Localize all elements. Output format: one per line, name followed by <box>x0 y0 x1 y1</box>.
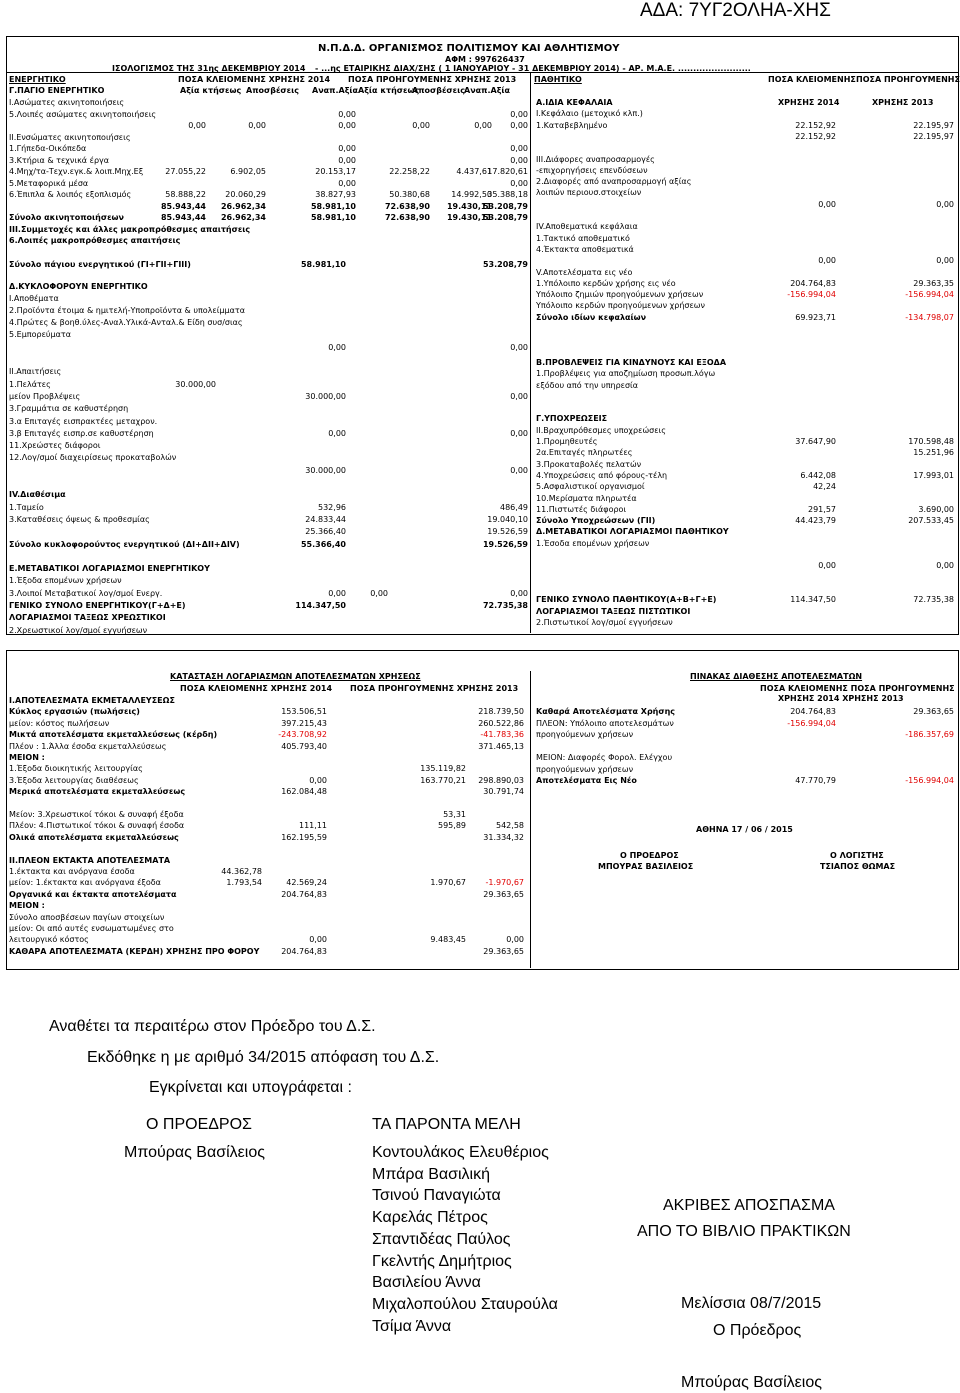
sub-col-header: Αξία κτήσεως <box>180 86 242 95</box>
current-assets-title: Δ.ΚΥΚΛΟΦΟΡΟΥΝ ΕΝΕΡΓΗΤΙΚΟ <box>9 281 148 291</box>
liab-col-previous: ΠΟΣΑ ΠΡΟΗΓΟΥΜΕΝΗΣ <box>856 75 960 84</box>
dist-row-label: ΜΕΙΟΝ: Διαφορές Φορολ. Ελέγχου <box>536 753 673 762</box>
liability-current: 0,00 <box>818 199 836 209</box>
member-name: Βασιλείου Άννα <box>372 1274 481 1292</box>
liability-row-label: 2α.Επιταγές πληρωτέες <box>536 448 633 458</box>
pl-row-value: 542,58 <box>496 821 524 831</box>
liability-row-label: 4.Υποχρεώσεις από φόρους-τέλη <box>536 470 668 480</box>
liability-previous: 17.993,01 <box>913 470 954 480</box>
pl-row-value: 0,00 <box>309 775 327 785</box>
current-asset-current: 30.000,00 <box>305 391 346 401</box>
pl-col-current: ΠΟΣΑ ΚΛΕΙΟΜΕΝΗΣ ΧΡΗΣΗΣ 2014 <box>180 684 333 693</box>
liability-row-label: Σύνολο ιδίων κεφαλαίων <box>536 312 647 322</box>
liab-year-current: ΧΡΗΣΗΣ 2014 <box>778 98 840 107</box>
liab-col-current: ΠΟΣΑ ΚΛΕΙΟΜΕΝΗΣ <box>768 75 856 84</box>
current-asset-label: 2.Χρεωστικοί λογ/σμοί εγγυήσεων <box>9 625 148 635</box>
current-asset-label: ΛΟΓΑΡΙΑΣΜΟΙ ΤΑΞΕΩΣ ΧΡΕΩΣΤΙΚΟΙ <box>9 613 166 623</box>
asset-row-value: 26.962,34 <box>220 201 266 211</box>
liability-row-label: 1.Έσοδα επομένων χρήσεων <box>536 538 650 548</box>
liability-row-label: Β.ΠΡΟΒΛΕΨΕΙΣ ΓΙΑ ΚΙΝΔΥΝΟΥΣ ΚΑΙ ΕΞΟΔΑ <box>536 357 727 367</box>
liability-row-label: V.Αποτελέσματα εις νέο <box>536 267 633 277</box>
dist-previous: -186.357,69 <box>905 730 954 739</box>
liability-previous: 72.735,38 <box>913 595 954 605</box>
copy-line1: ΑΚΡΙΒΕΣ ΑΠΟΣΠΑΣΜΑ <box>663 1197 835 1214</box>
pl-row-label: λειτουργικό κόστος <box>9 935 89 945</box>
asset-row-value: 14.992,50 <box>451 190 492 199</box>
liability-row-label: 1.Προβλέψεις για αποζημίωση προσωπ.λόγω <box>536 369 716 379</box>
fixed-total-previous: 53.208,79 <box>482 259 528 269</box>
asset-row-value: 26.962,34 <box>220 213 266 222</box>
liability-previous: 0,00 <box>936 256 954 266</box>
asset-row-value: 53.208,79 <box>482 213 528 222</box>
current-asset-current: 55.366,40 <box>300 539 346 549</box>
current-asset-label: 4.Πρώτες & βοηθ.ύλες-Αναλ.Υλικά-Ανταλ.& Είδη συσ/σιας <box>9 318 243 328</box>
pl-row-value: -41.783,36 <box>480 730 524 740</box>
dist-row-label: προηγούμενων χρήσεων <box>536 764 634 774</box>
pl-row-value: 153.506,51 <box>281 707 327 717</box>
pl-row-value: 162.195,59 <box>281 832 327 842</box>
current-asset-label: 3.β Επιταγές εισπρ.σε καθυστέρηση <box>9 428 154 438</box>
pl-row-label: Μικτά αποτελέσματα εκμεταλλεύσεως (κέρδη) <box>9 730 218 740</box>
dist-current: 47.770,79 <box>795 776 836 785</box>
current-asset-previous: 0,00 <box>510 391 528 401</box>
liability-row-label: Α.ΙΔΙΑ ΚΕΦΑΛΑΙΑ <box>536 98 613 107</box>
divider <box>530 72 531 633</box>
current-asset-previous: 486,49 <box>500 502 528 512</box>
current-asset-label: 12.Λογ/σμοί διαχειρίσεως προκαταβολών <box>9 453 177 463</box>
pl-row-label: ΚΑΘΑΡΑ ΑΠΟΤΕΛΕΣΜΑΤΑ (ΚΕΡΔΗ) ΧΡΗΣΗΣ ΠΡΟ ΦΟΡΟΥ <box>9 946 260 956</box>
current-asset-current: 0,00 <box>328 588 346 598</box>
asset-row-value: 0,00 <box>474 121 492 130</box>
current-asset-current: 24.833,44 <box>305 514 346 524</box>
liability-previous: -134.798,07 <box>905 312 954 322</box>
liability-current: 37.647,90 <box>795 437 836 446</box>
current-asset-current: 25.366,40 <box>305 527 346 537</box>
pl-row-value: 371.465,13 <box>478 741 524 751</box>
pl-row-value: 42.569,24 <box>286 878 327 888</box>
asset-row-label: 1.Γήπεδα-Οικόπεδα <box>9 144 87 153</box>
pl-row-label: Ι.ΑΠΟΤΕΛΕΣΜΑΤΑ ΕΚΜΕΤΑΛΛΕΥΣΕΩΣ <box>9 696 175 705</box>
dist-president-name: ΜΠΟΥΡΑΣ ΒΑΣΙΛΕΙΟΣ <box>598 862 694 871</box>
current-asset-current: 0,00 <box>328 342 346 352</box>
liability-previous: 170.598,48 <box>908 437 954 446</box>
members-title: ΤΑ ΠΑΡΟΝΤΑ ΜΕΛΗ <box>372 1116 521 1133</box>
liability-row-label: ΙV.Αποθεματικά κεφάλαια <box>536 222 638 232</box>
dist-accountant-title: Ο ΛΟΓΙΣΤΗΣ <box>830 851 884 860</box>
liability-row-label: Σύνολο Υποχρεώσεων (ΓΙΙ) <box>536 516 656 526</box>
member-name: Καρελάς Πέτρος <box>372 1209 488 1227</box>
fixed-total-label: Σύνολο πάγιου ενεργητικού (ΓΙ+ΓΙΙ+ΓΙΙΙ) <box>9 259 191 269</box>
asset-row-value: 0,00 <box>248 121 266 130</box>
member-name: Μπάρα Βασιλική <box>372 1165 490 1183</box>
asset-row-label: Ι.Ασώματες ακινητοποιήσεις <box>9 98 125 107</box>
liability-row-label: εξόδου από την υπηρεσία <box>536 380 639 390</box>
pl-row-value: 111,11 <box>299 821 327 831</box>
asset-row-value: 53.208,79 <box>482 201 528 211</box>
asset-row-value: 72.638,90 <box>384 213 430 222</box>
asset-row-value: 0,00 <box>510 109 528 119</box>
asset-row-value: 0,00 <box>510 121 528 130</box>
current-asset-label: 2.Προϊόντα έτοιμα & ημιτελή-Υποπροϊόντα & υπολείμματα <box>9 305 245 315</box>
asset-row-value: 38.827,93 <box>315 190 356 199</box>
place-date: ΑΘΗΝΑ 17 / 06 / 2015 <box>696 825 793 834</box>
liability-row-label: Ι.Κεφάλαιο (μετοχικό κλπ.) <box>536 109 643 119</box>
pl-row-value: 31.334,32 <box>483 832 524 842</box>
copy-line2: ΑΠΟ ΤΟ ΒΙΒΛΙΟ ΠΡΑΚΤΙΚΩΝ <box>637 1223 851 1240</box>
current-asset-previous: 72.735,38 <box>482 601 528 610</box>
liability-row-label: ΛΟΓΑΡΙΑΣΜΟΙ ΤΑΞΕΩΣ ΠΙΣΤΩΤΙΚΟΙ <box>536 606 691 616</box>
asset-row-value: 6.902,05 <box>230 167 266 176</box>
sub-col-header: Αναπ.Αξία <box>312 86 359 95</box>
liability-previous: -156.994,04 <box>905 290 954 300</box>
current-asset-current: 532,96 <box>318 502 346 512</box>
asset-row-value: 0,00 <box>338 121 356 130</box>
asset-row-value: 0,00 <box>188 121 206 130</box>
asset-row-value: 4.437,61 <box>456 167 492 176</box>
asset-row-label: ΙΙΙ.Συμμετοχές και άλλες μακροπρόθεσμες απαιτήσεις <box>9 224 251 234</box>
sign-place-date: Μελίσσια 08/7/2015 <box>681 1295 822 1312</box>
footer-line3: Εγκρίνεται και υπογράφεται : <box>149 1079 352 1096</box>
current-asset-label: 3.Λοιποί Μεταβατικοί λογ/σμοί Ενεργ. <box>9 588 163 598</box>
asset-row-label: 6.Έπιπλα & λοιπός εξοπλισμός <box>9 190 132 199</box>
current-asset-label: 3.α Επιταγές εισπρακτέες μεταχρον. <box>9 416 158 426</box>
current-asset-mid: 30.000,00 <box>175 379 216 389</box>
member-name: Τσίμα Άννα <box>372 1317 452 1335</box>
pl-row-value: 30.791,74 <box>483 787 524 797</box>
pl-row-value: 1.970,67 <box>430 878 466 888</box>
sub-col-header: Αποσβέσεις <box>412 86 465 95</box>
current-asset-previous: 0,00 <box>510 342 528 352</box>
divider <box>530 671 531 968</box>
liability-row-label: 1.Προμηθευτές <box>536 437 598 446</box>
asset-row-value: 19.430,11 <box>446 201 492 211</box>
pl-row-label: μείον: Οι από αυτές ενσωματωμένες στο <box>9 924 174 933</box>
pl-row-label: Πλέον: 4.Πιστωτικοί τόκοι & συναφή έσοδα <box>9 821 185 831</box>
current-asset-label: Σύνολο κυκλοφορούντος ενεργητικού (ΔΙ+ΔΙΙ+ΔΙV) <box>9 539 240 549</box>
asset-row-value: 0,00 <box>412 121 430 130</box>
asset-row-value: 17.820,61 <box>487 167 528 176</box>
dist-previous: -156.994,04 <box>905 776 954 785</box>
current-asset-label: Ε.ΜΕΤΑΒΑΤΙΚΟΙ ΛΟΓΑΡΙΑΣΜΟΙ ΕΝΕΡΓΗΤΙΚΟΥ <box>9 564 210 574</box>
asset-row-value: 58.981,10 <box>310 213 356 222</box>
current-asset-previous: 19.526,59 <box>482 539 528 549</box>
sub-col-header: Αποσβέσεις <box>246 86 299 95</box>
liability-row-label: 1.Καταβεβλημένο <box>536 120 608 130</box>
dist-accountant-name: ΤΣΙΑΠΟΣ ΘΩΜΑΣ <box>820 862 896 871</box>
asset-row-value: 0,00 <box>338 144 356 153</box>
asset-row-value: 20.153,17 <box>315 167 356 176</box>
liability-current: 6.442,08 <box>800 470 836 480</box>
liability-current: 0,00 <box>818 256 836 266</box>
dist-current: -156.994,04 <box>787 718 836 728</box>
current-asset-label: 3.Γραμμάτια σε καθυστέρηση <box>9 404 129 414</box>
dist-previous: 29.363,65 <box>913 707 954 716</box>
asset-row-value: 27.055,22 <box>165 167 206 176</box>
liability-row-label: 5.Ασφαλιστικοί οργανισμοί <box>536 482 645 492</box>
afm: ΑΦΜ : 997626437 <box>445 55 525 64</box>
dist-president-title: Ο ΠΡΟΕΔΡΟΣ <box>620 851 679 860</box>
current-asset-label: 11.Χρεώστες διάφοροι <box>9 441 101 451</box>
pl-row-label: Πλέον : 1.Άλλα έσοδα εκμεταλλεύσεως <box>9 741 167 751</box>
liability-current: 114.347,50 <box>790 595 836 605</box>
liability-previous: 207.533,45 <box>908 516 954 526</box>
pl-row-label: Σύνολο αποσβέσεων παγίων στοιχείων <box>9 912 165 922</box>
asset-row-label: Σύνολο ακινητοποιήσεων <box>9 213 124 222</box>
current-asset-label: ΙΙ.Απαιτήσεις <box>9 367 62 377</box>
current-asset-label: ΓΕΝΙΚΟ ΣΥΝΟΛΟ ΕΝΕΡΓΗΤΙΚΟΥ(Γ+Δ+Ε) <box>9 601 186 610</box>
pl-row-label: ΙΙ.ΠΛΕΟΝ ΕΚΤΑΚΤΑ ΑΠΟΤΕΛΕΣΜΑΤΑ <box>9 855 171 865</box>
current-asset-previous: 0,00 <box>510 588 528 598</box>
liability-previous: 3.690,00 <box>918 504 954 514</box>
pl-row-value: 260.522,86 <box>478 718 524 728</box>
pl-row-value: 135.119,82 <box>420 764 466 774</box>
asset-row-value: 19.430,11 <box>446 213 492 222</box>
current-asset-label: 1.Έξοδα επομένων χρήσεων <box>9 576 122 586</box>
liability-previous: 22.195,97 <box>913 120 954 130</box>
misc-zero: 0,00 <box>370 588 388 598</box>
current-asset-previous: 19.040,10 <box>487 514 528 524</box>
pl-row-label: 1.έκτακτα και ανόργανα έσοδα <box>9 867 135 876</box>
asset-row-value: 58.888,22 <box>165 190 206 199</box>
current-asset-label: 3.Καταθέσεις όψεως & προθεσμίας <box>9 514 150 524</box>
current-asset-current: 30.000,00 <box>305 465 346 475</box>
pl-row-value: 1.793,54 <box>226 878 262 888</box>
pl-row-value: 0,00 <box>506 935 524 945</box>
pl-row-value: 204.764,83 <box>281 946 327 956</box>
dist-row-label: Καθαρά Αποτελέσματα Χρήσης <box>536 707 676 716</box>
pl-row-value: 163.770,21 <box>420 775 466 785</box>
pl-col-previous: ΠΟΣΑ ΠΡΟΗΓΟΥΜΕΝΗΣ ΧΡΗΣΗΣ 2013 <box>350 684 519 693</box>
pl-row-value: 44.362,78 <box>221 867 262 876</box>
liability-row-label: Γ.ΥΠΟΧΡΕΩΣΕΙΣ <box>536 414 608 424</box>
member-name: Γκελντής Δημήτριος <box>372 1252 512 1270</box>
current-asset-label: 1.Πελάτες <box>9 379 51 389</box>
dist-row-label: ΠΛΕΟΝ: Υπόλοιπο αποτελεσμάτων <box>536 718 674 728</box>
liability-row-label: λοιπών περιουσ.στοιχείων <box>536 188 642 198</box>
liability-row-label: -επιχορηγήσεις επενδύσεων <box>536 165 648 175</box>
liability-current: 22.152,92 <box>795 131 836 141</box>
liability-row-label: Υπόλοιπο ζημιών προηγούμενων χρήσεων <box>536 290 704 300</box>
liability-row-label: 3.Προκαταβολές πελατών <box>536 459 642 469</box>
pl-row-label: Κύκλος εργασιών (πωλήσεις) <box>9 707 140 717</box>
current-asset-previous: 19.526,59 <box>487 527 528 537</box>
asset-row-value: 22.258,22 <box>389 167 430 176</box>
liability-current: 291,57 <box>808 504 836 514</box>
assets-title: ΕΝΕΡΓΗΤΙΚΟ <box>9 75 66 84</box>
member-name: Σπαντιδέας Παύλος <box>372 1230 511 1248</box>
president-title: Ο ΠΡΟΕΔΡΟΣ <box>146 1116 252 1133</box>
fixed-assets-title: Γ.ΠΑΓΙΟ ΕΝΕΡΓΗΤΙΚΟ <box>9 86 105 95</box>
liability-previous: 15.251,96 <box>913 448 954 458</box>
asset-row-label: 6.Λοιπές μακροπρόθεσμες απαιτήσεις <box>9 236 181 245</box>
liability-current: -156.994,04 <box>787 290 836 300</box>
liability-row-label: 1.Τακτικό αποθεματικό <box>536 233 630 243</box>
pl-row-label: μείον: 1.έκτακτα και ανόργανα έξοδα <box>9 878 161 888</box>
period: - ...ης ΕΤΑΙΡΙΚΗΣ ΔΙΑΧ/ΣΗΣ ( 1 ΙΑΝΟΥΑΡΙΟΥ - 31 ΔΕΚΕΜΒΡΙΟΥ 2014) - ΑΡ. Μ.Α.Ε. ........................ <box>315 64 751 73</box>
org-title: Ν.Π.Δ.Δ. ΟΡΓΑΝΙΣΜΟΣ ΠΟΛΙΤΙΣΜΟΥ ΚΑΙ ΑΘΛΗΤΙΣΜΟΥ <box>318 43 620 54</box>
pl-title: ΚΑΤΑΣΤΑΣΗ ΛΟΓΑΡΙΑΣΜΩΝ ΑΠΟΤΕΛΕΣΜΑΤΩΝ ΧΡΗΣΕΩΣ <box>170 672 421 681</box>
liability-row-label: 2.Διαφορές από αναπροσαρμογή αξίας <box>536 177 692 187</box>
member-name: Μιχαλοπούλου Σταυρούλα <box>372 1295 558 1313</box>
liability-previous: 0,00 <box>936 561 954 571</box>
pl-row-value: 29.363,65 <box>483 946 524 956</box>
liability-row-label: 4.Έκτακτα αποθεματικά <box>536 244 634 254</box>
pl-row-value: 218.739,50 <box>478 707 524 717</box>
member-name: Κοντουλάκος Ελευθέριος <box>372 1144 549 1161</box>
liability-current: 42,24 <box>813 482 836 492</box>
asset-row-label: 3.Κτήρια & τεχνικά έργα <box>9 155 110 165</box>
current-asset-label: 5.Εμπορεύματα <box>9 330 71 340</box>
current-asset-label: IV.Διαθέσιμα <box>9 490 66 500</box>
liability-current: 204.764,83 <box>790 278 836 288</box>
liab-year-previous: ΧΡΗΣΗΣ 2013 <box>872 98 934 107</box>
liability-row-label: Δ.ΜΕΤΑΒΑΤΙΚΟΙ ΛΟΓΑΡΙΑΣΜΟΙ ΠΑΘΗΤΙΚΟΥ <box>536 527 729 537</box>
liability-row-label: Υπόλοιπο κερδών προηγούμενων χρήσεων <box>536 301 705 311</box>
pl-row-label: Μερικά αποτελέσματα εκμεταλλεύσεως <box>9 787 186 797</box>
footer-line2: Εκδόθηκε η με αριθμό 34/2015 απόφαση του Δ.Σ. <box>87 1049 440 1066</box>
dist-row-label: προηγούμενων χρήσεων <box>536 730 634 739</box>
asset-row-label: 5.Λοιπές ασώματες ακινητοποιήσεις <box>9 109 157 119</box>
pl-row-label: Μείον: 3.Χρεωστικοί τόκοι & συναφή έξοδα <box>9 810 184 819</box>
assets-col-current: ΠΟΣΑ ΚΛΕΙΟΜΕΝΗΣ ΧΡΗΣΗΣ 2014 <box>178 75 331 84</box>
liability-current: 0,00 <box>818 561 836 571</box>
pl-row-value: 397.215,43 <box>281 718 327 728</box>
asset-row-label: 4.Μηχ/τα-Τεχν.εγκ.& λοιπ.Μηχ.Εξ <box>9 167 144 176</box>
current-asset-current: 0,00 <box>328 428 346 438</box>
pl-row-value: 0,00 <box>309 935 327 945</box>
liability-row-label: 11.Πιστωτές διάφοροι <box>536 504 627 514</box>
current-asset-label: 1.Ταμείο <box>9 502 44 512</box>
sign-name: Μπούρας Βασίλειος <box>681 1374 822 1391</box>
liability-row-label: ΙΙ.Βραχυπρόθεσμες υποχρεώσεις <box>536 425 666 435</box>
dist-cols: ΠΟΣΑ ΚΛΕΙΟΜΕΝΗΣ ΠΟΣΑ ΠΡΟΗΓΟΥΜΕΝΗΣ <box>760 684 955 693</box>
pl-row-value: 595,89 <box>438 821 466 831</box>
sign-title: Ο Πρόεδρος <box>713 1322 802 1339</box>
current-asset-previous: 0,00 <box>510 465 528 475</box>
asset-row-value: 0,00 <box>338 178 356 188</box>
liability-row-label: ΙΙΙ.Διάφορες αναπροσαρμογές <box>536 154 655 164</box>
current-asset-current: 114.347,50 <box>295 601 346 610</box>
asset-row-value: 0,00 <box>510 178 528 188</box>
balance-title: ΙΣΟΛΟΓΙΣΜΟΣ ΤΗΣ 31ης ΔΕΚΕΜΒΡΙΟΥ 2014 <box>112 64 306 73</box>
liability-current: 69.923,71 <box>795 312 836 322</box>
current-asset-label: Ι.Αποθέματα <box>9 293 59 303</box>
pl-row-label: μείον: κόστος πωλήσεων <box>9 718 110 728</box>
asset-row-value: 72.638,90 <box>384 201 430 211</box>
dist-current: 204.764,83 <box>790 707 836 716</box>
asset-row-value: 50.380,68 <box>389 190 430 199</box>
pl-row-label: Οργανικά και έκτακτα αποτελέσματα <box>9 889 177 899</box>
fixed-total-current: 58.981,10 <box>300 259 346 269</box>
asset-row-label: ΙΙ.Ενσώματες ακινητοποιήσεις <box>9 132 131 142</box>
sub-col-header: Αξία κτήσεως <box>358 86 420 95</box>
asset-row-label: 5.Μεταφορικά μέσα <box>9 178 89 188</box>
asset-row-value: 0,00 <box>510 155 528 165</box>
liability-previous: 29.363,35 <box>913 278 954 288</box>
assets-col-previous: ΠΟΣΑ ΠΡΟΗΓΟΥΜΕΝΗΣ ΧΡΗΣΗΣ 2013 <box>348 75 517 84</box>
pl-row-label: 1.Έξοδα διοικητικής λειτουργίας <box>9 764 143 774</box>
pl-row-value: 298.890,03 <box>478 775 524 785</box>
footer-line1: Αναθέτει τα περαιτέρω στον Πρόεδρο του Δ.Σ. <box>49 1018 376 1035</box>
pl-row-label: ΜΕΙΟΝ : <box>9 753 45 762</box>
president-name: Μπούρας Βασίλειος <box>124 1144 265 1161</box>
asset-row-value: 0,00 <box>510 144 528 153</box>
asset-row-value: 85.943,44 <box>160 213 206 222</box>
pl-row-value: 29.363,65 <box>483 889 524 899</box>
ada-code: ΑΔΑ: 7ΥΓ2ΟΛΗΑ-ΧΗΣ <box>640 0 831 21</box>
asset-row-value: 20.060,29 <box>225 190 266 199</box>
liability-row-label: 1.Υπόλοιπο κερδών χρήσης εις νέο <box>536 278 676 288</box>
dist-title: ΠΙΝΑΚΑΣ ΔΙΑΘΕΣΗΣ ΑΠΟΤΕΛΕΣΜΑΤΩΝ <box>690 672 863 681</box>
pl-row-value: 9.483,45 <box>430 935 466 945</box>
asset-row-value: 85.943,44 <box>160 201 206 211</box>
dist-row-label: Αποτελέσματα Εις Νέο <box>536 776 637 785</box>
dist-years: ΧΡΗΣΗΣ 2014 ΧΡΗΣΗΣ 2013 <box>778 694 904 703</box>
liability-previous: 22.195,97 <box>913 131 954 141</box>
current-asset-label: μείον Προβλέψεις <box>9 391 81 401</box>
pl-row-value: 204.764,83 <box>281 889 327 899</box>
pl-row-value: -243.708,92 <box>278 730 327 740</box>
liabilities-title: ΠΑΘΗΤΙΚΟ <box>534 75 582 84</box>
asset-row-value: 35.388,18 <box>487 190 528 199</box>
pl-row-label: Ολικά αποτελέσματα εκμεταλλεύσεως <box>9 832 179 842</box>
pl-row-label: ΜΕΙΟΝ : <box>9 901 45 911</box>
liability-row-label: 2.Πιστωτικοί λογ/σμοί εγγυήσεων <box>536 617 673 627</box>
asset-row-value: 58.981,10 <box>310 201 356 211</box>
liability-row-label: ΓΕΝΙΚΟ ΣΥΝΟΛΟ ΠΑΘΗΤΙΚΟΥ(Α+Β+Γ+Ε) <box>536 595 717 605</box>
liability-current: 44.423,79 <box>795 516 836 526</box>
asset-row-value: 0,00 <box>338 109 356 119</box>
liability-row-label: 10.Μερίσματα πληρωτέα <box>536 493 637 503</box>
pl-row-value: 162.084,48 <box>281 787 327 797</box>
current-asset-previous: 0,00 <box>510 428 528 438</box>
liability-current: 22.152,92 <box>795 120 836 130</box>
liability-previous: 0,00 <box>936 199 954 209</box>
pl-row-value: -1.970,67 <box>485 878 524 888</box>
pl-row-label: 3.Έξοδα λειτουργίας διαθέσεως <box>9 775 139 785</box>
member-name: Τσινού Παναγιώτα <box>372 1187 501 1205</box>
asset-row-value: 0,00 <box>338 155 356 165</box>
pl-row-value: 405.793,40 <box>281 741 327 751</box>
pl-row-value: 53,31 <box>443 810 466 819</box>
sub-col-header: Αναπ.Αξία <box>464 86 511 95</box>
